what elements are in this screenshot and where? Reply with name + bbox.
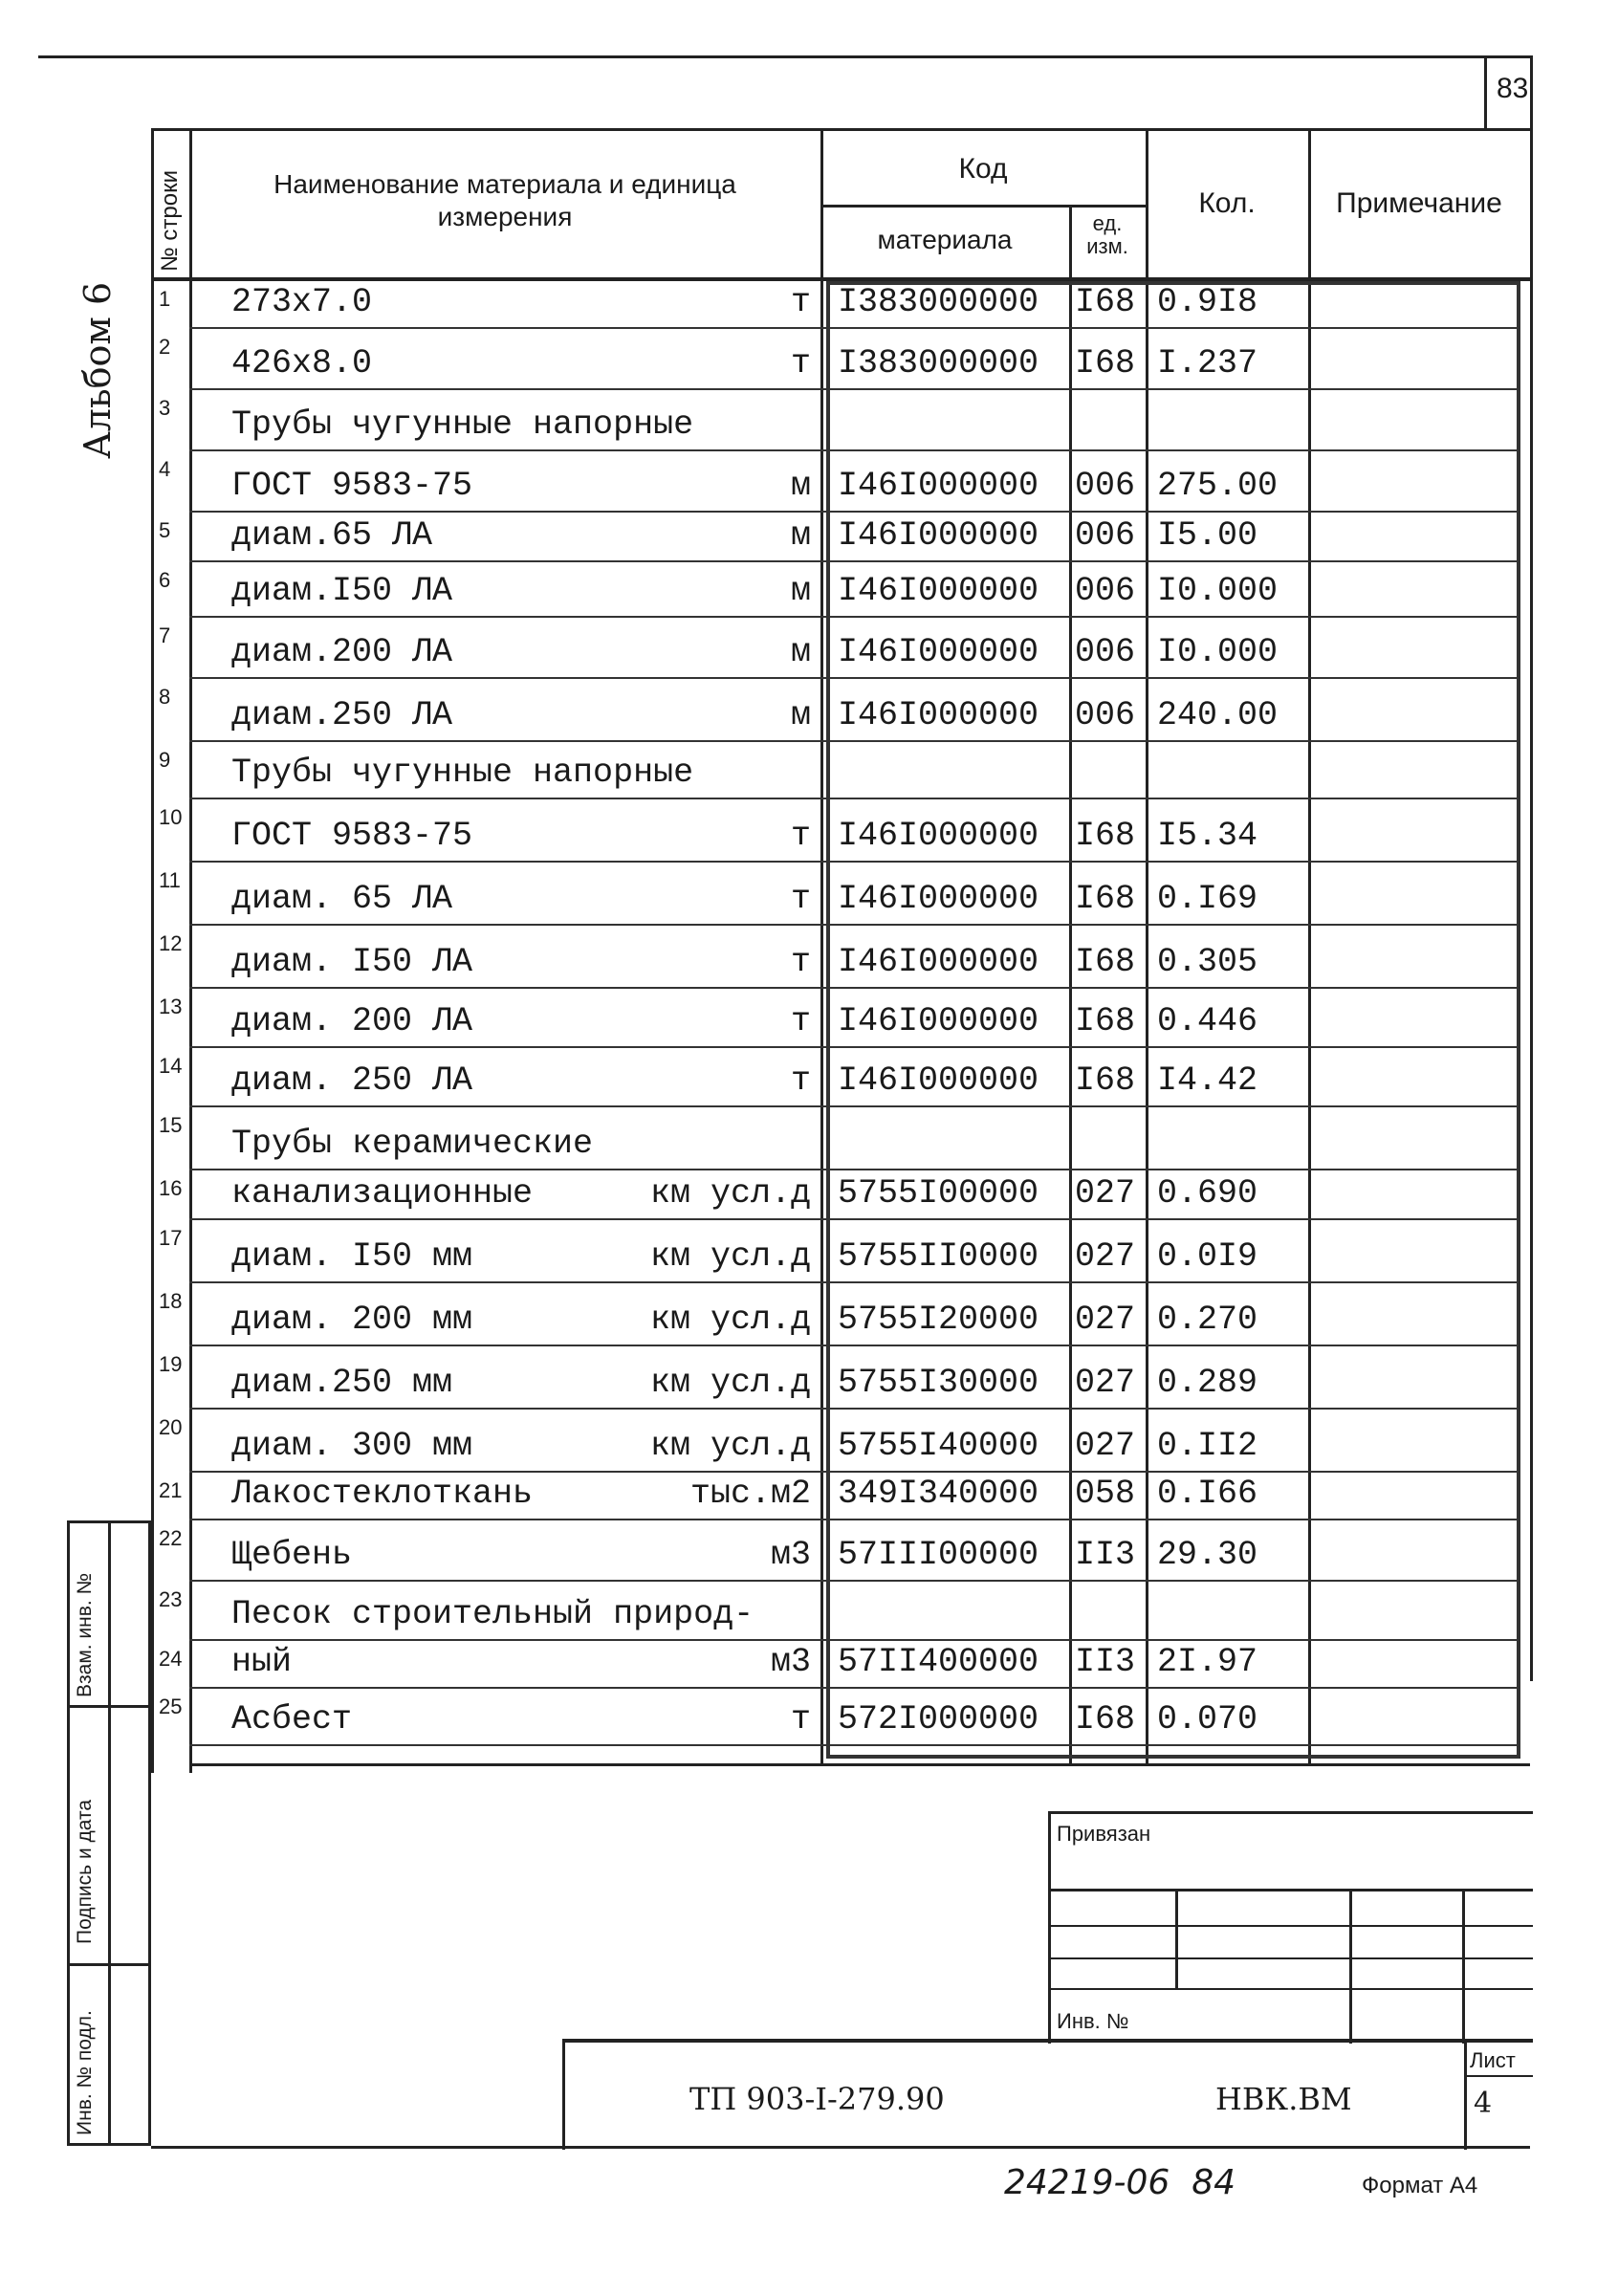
row-unit: км усл.д <box>649 1427 811 1465</box>
row-name: ГОСТ 9583-75 <box>231 467 473 505</box>
row-quantity: I5.00 <box>1157 516 1258 555</box>
table-row <box>151 1689 1530 1746</box>
row-number: 24 <box>159 1647 183 1671</box>
row-name: Щебень <box>231 1536 353 1574</box>
row-number: 17 <box>159 1226 183 1250</box>
row-number: 10 <box>159 805 183 829</box>
row-material-code: I383000000 <box>838 283 1039 321</box>
row-unit-code: II3 <box>1075 1536 1136 1574</box>
row-name: диам. I50 мм <box>231 1237 473 1276</box>
table-row <box>151 742 1530 799</box>
table-row <box>151 863 1530 926</box>
row-unit: т <box>790 1061 811 1100</box>
row-quantity: I5.34 <box>1157 817 1258 855</box>
row-unit: тыс.м2 <box>689 1475 811 1513</box>
row-name: канализационные <box>231 1174 534 1213</box>
table-row <box>151 329 1530 390</box>
header-unit-code: ед. изм. <box>1086 211 1128 258</box>
handwritten-number: 24219-06 84 <box>1004 2163 1236 2202</box>
row-material-code: 5755I40000 <box>838 1427 1039 1465</box>
row-quantity: 0.305 <box>1157 943 1258 981</box>
row-unit: м <box>790 467 811 505</box>
row-number: 3 <box>159 396 171 420</box>
row-number: 4 <box>159 457 171 481</box>
row-unit-code: 006 <box>1075 696 1136 734</box>
row-material-code: I46I000000 <box>838 516 1039 555</box>
side-stamp <box>67 1520 151 2146</box>
row-name: диам. 250 ЛА <box>231 1061 473 1100</box>
table-row <box>151 926 1530 989</box>
row-material-code: I46I000000 <box>838 943 1039 981</box>
row-unit: м <box>790 633 811 671</box>
attached-label: Привязан <box>1057 1822 1151 1846</box>
top-rule <box>38 55 1530 58</box>
row-number: 14 <box>159 1054 183 1078</box>
row-quantity: 0.I69 <box>1157 880 1258 918</box>
row-name: диам.I50 ЛА <box>231 572 453 610</box>
row-material-code: I46I000000 <box>838 696 1039 734</box>
row-unit: т <box>790 344 811 383</box>
row-name: диам. 300 мм <box>231 1427 473 1465</box>
row-number: 5 <box>159 518 171 542</box>
row-number: 15 <box>159 1113 183 1137</box>
row-unit: т <box>790 1002 811 1040</box>
row-name: ГОСТ 9583-75 <box>231 817 473 855</box>
table-row <box>151 281 1530 329</box>
table-row <box>151 513 1530 562</box>
table-row <box>151 618 1530 679</box>
header-quantity: Кол. <box>1198 187 1256 219</box>
row-material-code: 5755II0000 <box>838 1237 1039 1276</box>
doc-code: ТП 903-I-279.90 <box>689 2081 945 2117</box>
table-row <box>151 1473 1530 1520</box>
row-unit: км усл.д <box>649 1237 811 1276</box>
row-unit-code: 027 <box>1075 1237 1136 1276</box>
row-number: 8 <box>159 685 171 709</box>
row-name: ный <box>231 1643 293 1681</box>
row-name: диам. 65 ЛА <box>231 880 453 918</box>
row-name: диам. 200 мм <box>231 1301 473 1339</box>
row-material-code: I383000000 <box>838 344 1039 383</box>
row-material-code: I46I000000 <box>838 1002 1039 1040</box>
table-row <box>151 1220 1530 1283</box>
row-unit-code: 006 <box>1075 516 1136 555</box>
table-row <box>151 390 1530 451</box>
table-row <box>151 989 1530 1048</box>
sheet-label: Лист <box>1470 2048 1516 2072</box>
table-row <box>151 1048 1530 1107</box>
row-unit: м <box>790 572 811 610</box>
row-name: диам.65 ЛА <box>231 516 433 555</box>
row-material-code: I46I000000 <box>838 572 1039 610</box>
table-row <box>151 1641 1530 1689</box>
table-row <box>151 451 1530 513</box>
row-number: 25 <box>159 1695 183 1718</box>
row-material-code: 5755I20000 <box>838 1301 1039 1339</box>
row-quantity: 240.00 <box>1157 696 1279 734</box>
table-row <box>151 562 1530 618</box>
row-name: Асбест <box>231 1700 353 1738</box>
row-name: 426x8.0 <box>231 344 373 383</box>
header-note: Примечание <box>1336 187 1502 219</box>
row-number: 1 <box>159 287 171 311</box>
row-number: 6 <box>159 568 171 592</box>
row-name: 273x7.0 <box>231 283 373 321</box>
row-unit: км усл.д <box>649 1364 811 1402</box>
row-quantity: 0.289 <box>1157 1364 1258 1402</box>
row-unit-code: 058 <box>1075 1475 1136 1513</box>
row-name: Песок строительный природ- <box>231 1595 754 1633</box>
row-name: диам.250 мм <box>231 1364 453 1402</box>
row-unit: т <box>790 283 811 321</box>
row-number: 7 <box>159 623 171 647</box>
row-unit-code: I68 <box>1075 817 1136 855</box>
table-row <box>151 1346 1530 1410</box>
row-unit: м3 <box>770 1536 811 1574</box>
row-unit: т <box>790 943 811 981</box>
table-row <box>151 1283 1530 1346</box>
title-block <box>562 2039 1533 2150</box>
row-number: 2 <box>159 335 171 359</box>
row-unit: т <box>790 880 811 918</box>
row-name: Трубы чугунные напорные <box>231 405 694 444</box>
row-material-code: 5755I30000 <box>838 1364 1039 1402</box>
header-row-number: № строки <box>157 169 183 272</box>
row-number: 23 <box>159 1587 183 1611</box>
row-name: диам.200 ЛА <box>231 633 453 671</box>
row-number: 22 <box>159 1526 183 1550</box>
row-unit: м <box>790 696 811 734</box>
row-material-code: 349I340000 <box>838 1475 1039 1513</box>
row-material-code: I46I000000 <box>838 633 1039 671</box>
row-quantity: I4.42 <box>1157 1061 1258 1100</box>
row-name: Лакостеклоткань <box>231 1475 534 1513</box>
row-unit-code: I68 <box>1075 1002 1136 1040</box>
row-name: Трубы чугунные напорные <box>231 754 694 792</box>
page-number: 83 <box>1497 73 1529 104</box>
row-quantity: 2I.97 <box>1157 1643 1258 1681</box>
row-material-code: 572I000000 <box>838 1700 1039 1738</box>
table-row <box>151 799 1530 863</box>
row-quantity: 29.30 <box>1157 1536 1258 1574</box>
row-quantity: 0.I66 <box>1157 1475 1258 1513</box>
row-number: 18 <box>159 1289 183 1313</box>
right-frame-line <box>1530 55 1533 1681</box>
row-quantity: 0.690 <box>1157 1174 1258 1213</box>
row-unit: т <box>790 817 811 855</box>
row-unit: км усл.д <box>649 1174 811 1213</box>
table-row <box>151 1582 1530 1641</box>
sheet-number: 4 <box>1474 2087 1493 2120</box>
row-quantity: 0.270 <box>1157 1301 1258 1339</box>
row-name: диам.250 ЛА <box>231 696 453 734</box>
row-unit-code: 027 <box>1075 1427 1136 1465</box>
attached-block <box>1048 1811 1533 2044</box>
row-unit-code: I68 <box>1075 283 1136 321</box>
row-material-code: 57II400000 <box>838 1643 1039 1681</box>
row-number: 19 <box>159 1352 183 1376</box>
table-row <box>151 1520 1530 1582</box>
row-material-code: I46I000000 <box>838 467 1039 505</box>
format-label: Формат А4 <box>1362 2173 1478 2198</box>
row-unit-code: II3 <box>1075 1643 1136 1681</box>
row-quantity: I0.000 <box>1157 572 1279 610</box>
row-unit-code: I68 <box>1075 943 1136 981</box>
row-quantity: I0.000 <box>1157 633 1279 671</box>
doc-mark: НВК.ВМ <box>1215 2081 1352 2117</box>
row-unit-code: 006 <box>1075 467 1136 505</box>
row-unit-code: 027 <box>1075 1364 1136 1402</box>
row-unit: км усл.д <box>649 1301 811 1339</box>
row-unit-code: 006 <box>1075 633 1136 671</box>
row-material-code: I46I000000 <box>838 817 1039 855</box>
row-material-code: 57III00000 <box>838 1536 1039 1574</box>
album-label: Альбом 6 <box>77 281 119 459</box>
page-number-divider <box>1484 55 1487 128</box>
row-unit: т <box>790 1700 811 1738</box>
header-material-code: материала <box>877 225 1013 254</box>
materials-table <box>151 128 1530 1773</box>
row-unit-code: 027 <box>1075 1301 1136 1339</box>
row-number: 21 <box>159 1478 183 1502</box>
row-name: диам. I50 ЛА <box>231 943 473 981</box>
row-name: диам. 200 ЛА <box>231 1002 473 1040</box>
row-number: 20 <box>159 1415 183 1439</box>
table-row <box>151 1107 1530 1170</box>
row-quantity: 0.070 <box>1157 1700 1258 1738</box>
table-row <box>151 679 1530 742</box>
row-quantity: 0.446 <box>1157 1002 1258 1040</box>
side-sign-date: Подпись и дата <box>74 1799 96 1944</box>
table-row <box>151 1410 1530 1473</box>
table-row <box>151 1170 1530 1220</box>
row-quantity: 275.00 <box>1157 467 1279 505</box>
row-unit-code: 027 <box>1075 1174 1136 1213</box>
row-quantity: 0.9I8 <box>1157 283 1258 321</box>
side-replace-inv: Взам. инв. № <box>74 1572 96 1697</box>
row-unit: м3 <box>770 1643 811 1681</box>
row-unit-code: I68 <box>1075 880 1136 918</box>
row-number: 12 <box>159 931 183 955</box>
row-quantity: 0.0I9 <box>1157 1237 1258 1276</box>
row-unit-code: I68 <box>1075 344 1136 383</box>
row-number: 11 <box>159 868 181 892</box>
row-unit-code: I68 <box>1075 1700 1136 1738</box>
row-name: Трубы керамические <box>231 1125 594 1163</box>
row-quantity: 0.II2 <box>1157 1427 1258 1465</box>
header-code: Код <box>958 153 1008 185</box>
row-number: 16 <box>159 1176 183 1200</box>
inv-no-label: Инв. № <box>1057 2009 1129 2033</box>
row-quantity: I.237 <box>1157 344 1258 383</box>
header-name: Наименование материала и единица измерения <box>273 169 736 231</box>
row-material-code: 5755I00000 <box>838 1174 1039 1213</box>
side-inv-orig: Инв. № подл. <box>74 2010 96 2135</box>
row-unit: м <box>790 516 811 555</box>
row-material-code: I46I000000 <box>838 1061 1039 1100</box>
row-material-code: I46I000000 <box>838 880 1039 918</box>
row-number: 13 <box>159 995 183 1018</box>
row-unit-code: 006 <box>1075 572 1136 610</box>
row-unit-code: I68 <box>1075 1061 1136 1100</box>
row-number: 9 <box>159 748 171 772</box>
